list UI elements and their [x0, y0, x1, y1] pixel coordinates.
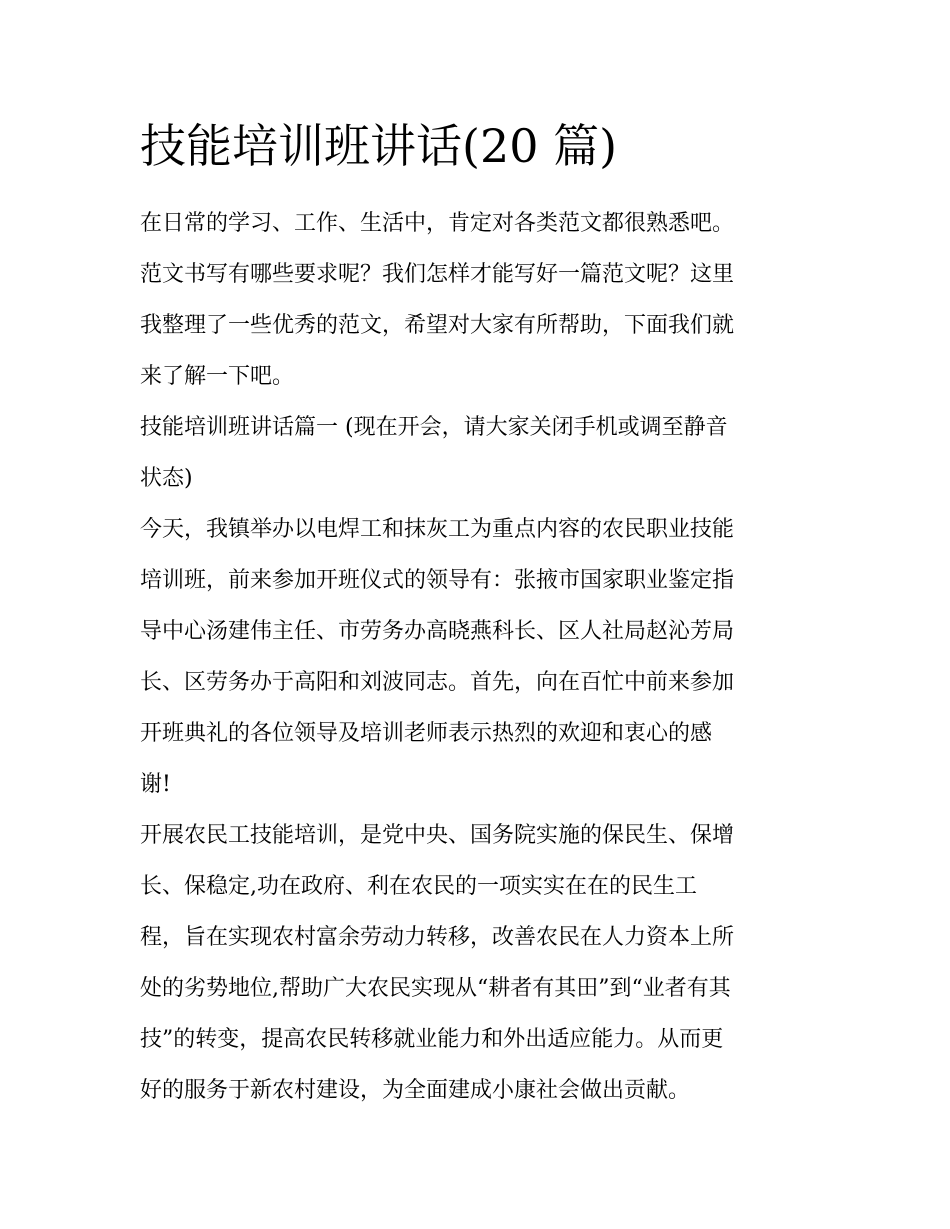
text-line: 开展农民工技能培训，是党中央、国务院实施的保民生、保增: [140, 823, 735, 848]
text-line: 长、保稳定,功在政府、利在农民的一项实实在在的民生工: [140, 874, 697, 899]
text-line: 技”的转变，提高农民转移就业能力和外出适应能力。从而更: [140, 1027, 724, 1052]
text-line: 开班典礼的各位领导及培训老师表示热烈的欢迎和衷心的感: [140, 721, 713, 746]
document-body: [140, 198, 815, 1116]
purpose-paragraph: [140, 810, 815, 1116]
text-line: 培训班，前来参加开班仪式的领导有：张掖市国家职业鉴定指: [140, 568, 735, 593]
intro-paragraph: [140, 198, 815, 402]
text-line: 来了解一下吧。: [140, 364, 295, 389]
section-heading-paragraph: [140, 402, 815, 504]
text-line: 状态): [140, 466, 193, 491]
text-line: 处的劣势地位,帮助广大农民实现从“耕者有其田”到“业者有其: [140, 976, 731, 1001]
text-line: 范文书写有哪些要求呢？我们怎样才能写好一篇范文呢？这里: [140, 262, 735, 287]
text-line: 程，旨在实现农村富余劳动力转移，改善农民在人力资本上所: [140, 925, 735, 950]
text-line: 好的服务于新农村建设，为全面建成小康社会做出贡献。: [140, 1078, 691, 1103]
text-line: 长、区劳务办于高阳和刘波同志。首先，向在百忙中前来参加: [140, 670, 735, 695]
text-line: 在日常的学习、工作、生活中，肯定对各类范文都很熟悉吧。: [140, 211, 735, 236]
opening-paragraph: [140, 504, 815, 810]
text-line: 今天，我镇举办以电焊工和抹灰工为重点内容的农民职业技能: [140, 517, 735, 542]
document-title: 技能培训班讲话(20 篇): [140, 119, 618, 173]
text-line: 我整理了一些优秀的范文，希望对大家有所帮助，下面我们就: [140, 313, 735, 338]
text-line: 技能培训班讲话篇一 (现在开会，请大家关闭手机或调至静音: [140, 415, 728, 440]
text-line: 导中心汤建伟主任、市劳务办高晓燕科长、区人社局赵沁芳局: [140, 619, 735, 644]
text-line: 谢!: [140, 772, 171, 797]
